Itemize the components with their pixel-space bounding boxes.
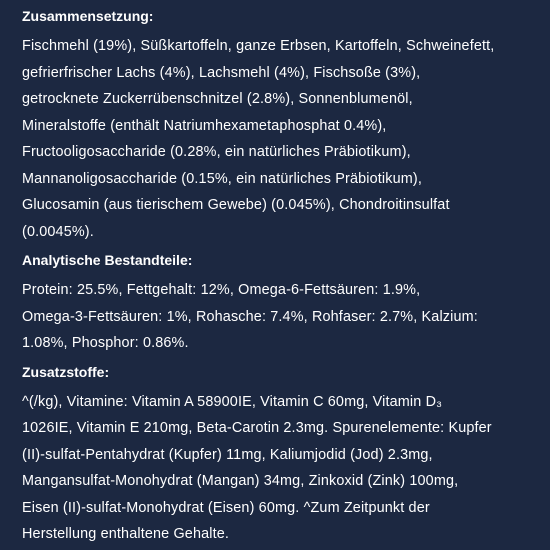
analytical-line: Omega-3-Fettsäuren: 1%, Rohasche: 7.4%, Rohfaser: 2.7%, Kalzium: <box>22 308 478 325</box>
analytical-line: Protein: 25.5%, Fettgehalt: 12%, Omega-6-Fettsäuren: 1.9%, <box>22 282 421 298</box>
composition-heading: Zusammensetzung: <box>22 8 154 24</box>
additives-line: Herstellung enthaltene Gehalte. <box>22 526 230 542</box>
additives-line: Eisen (II)-sulfat-Monohydrat (Eisen) 60mg. ^Zum Zeitpunkt der <box>22 499 430 516</box>
additives-line: ^(/kg), Vitamine: Vitamin A 58900IE, Vitamin C 60mg, Vitamin D₃ <box>22 393 443 410</box>
additives-line: Mangansulfat-Monohydrat (Mangan) 34mg, Zinkoxid (Zink) 100mg, <box>22 473 459 489</box>
additives-line: 1026IE, Vitamin E 210mg, Beta-Carotin 2.3mg. Spurenelemente: Kupfer <box>22 420 492 436</box>
composition-line: Glucosamin (aus tierischem Gewebe) (0.045%), Chondroitinsulfat <box>22 197 450 213</box>
composition-line: getrocknete Zuckerrübenschnitzel (2.8%), Sonnenblumenöl, <box>22 91 413 107</box>
analytical-constituents-text <box>22 277 542 357</box>
composition-line: Mannanoligosaccharide (0.15%, ein natürliches Präbiotikum), <box>22 170 423 187</box>
additives-text <box>22 389 542 548</box>
analytical-constituents-heading: Analytische Bestandteile: <box>22 252 193 268</box>
additives-line: (II)-sulfat-Pentahydrat (Kupfer) 11mg, Kaliumjodid (Jod) 2.3mg, <box>22 446 433 463</box>
composition-line: gefrierfrischer Lachs (4%), Lachsmehl (4%), Fischsoße (3%), <box>22 64 421 81</box>
composition-line: (0.0045%). <box>22 223 94 240</box>
composition-line: Fischmehl (19%), Süßkartoffeln, ganze Erbsen, Kartoffeln, Schweinefett, <box>22 38 495 54</box>
composition-line: Fructooligosaccharide (0.28%, ein natürliches Präbiotikum), <box>22 144 411 160</box>
analytical-line: 1.08%, Phosphor: 0.86%. <box>22 335 189 351</box>
additives-heading: Zusatzstoffe: <box>22 363 110 380</box>
composition-line: Mineralstoffe (enthält Natriumhexametaphosphat 0.4%), <box>22 117 387 134</box>
composition-text <box>22 33 542 245</box>
